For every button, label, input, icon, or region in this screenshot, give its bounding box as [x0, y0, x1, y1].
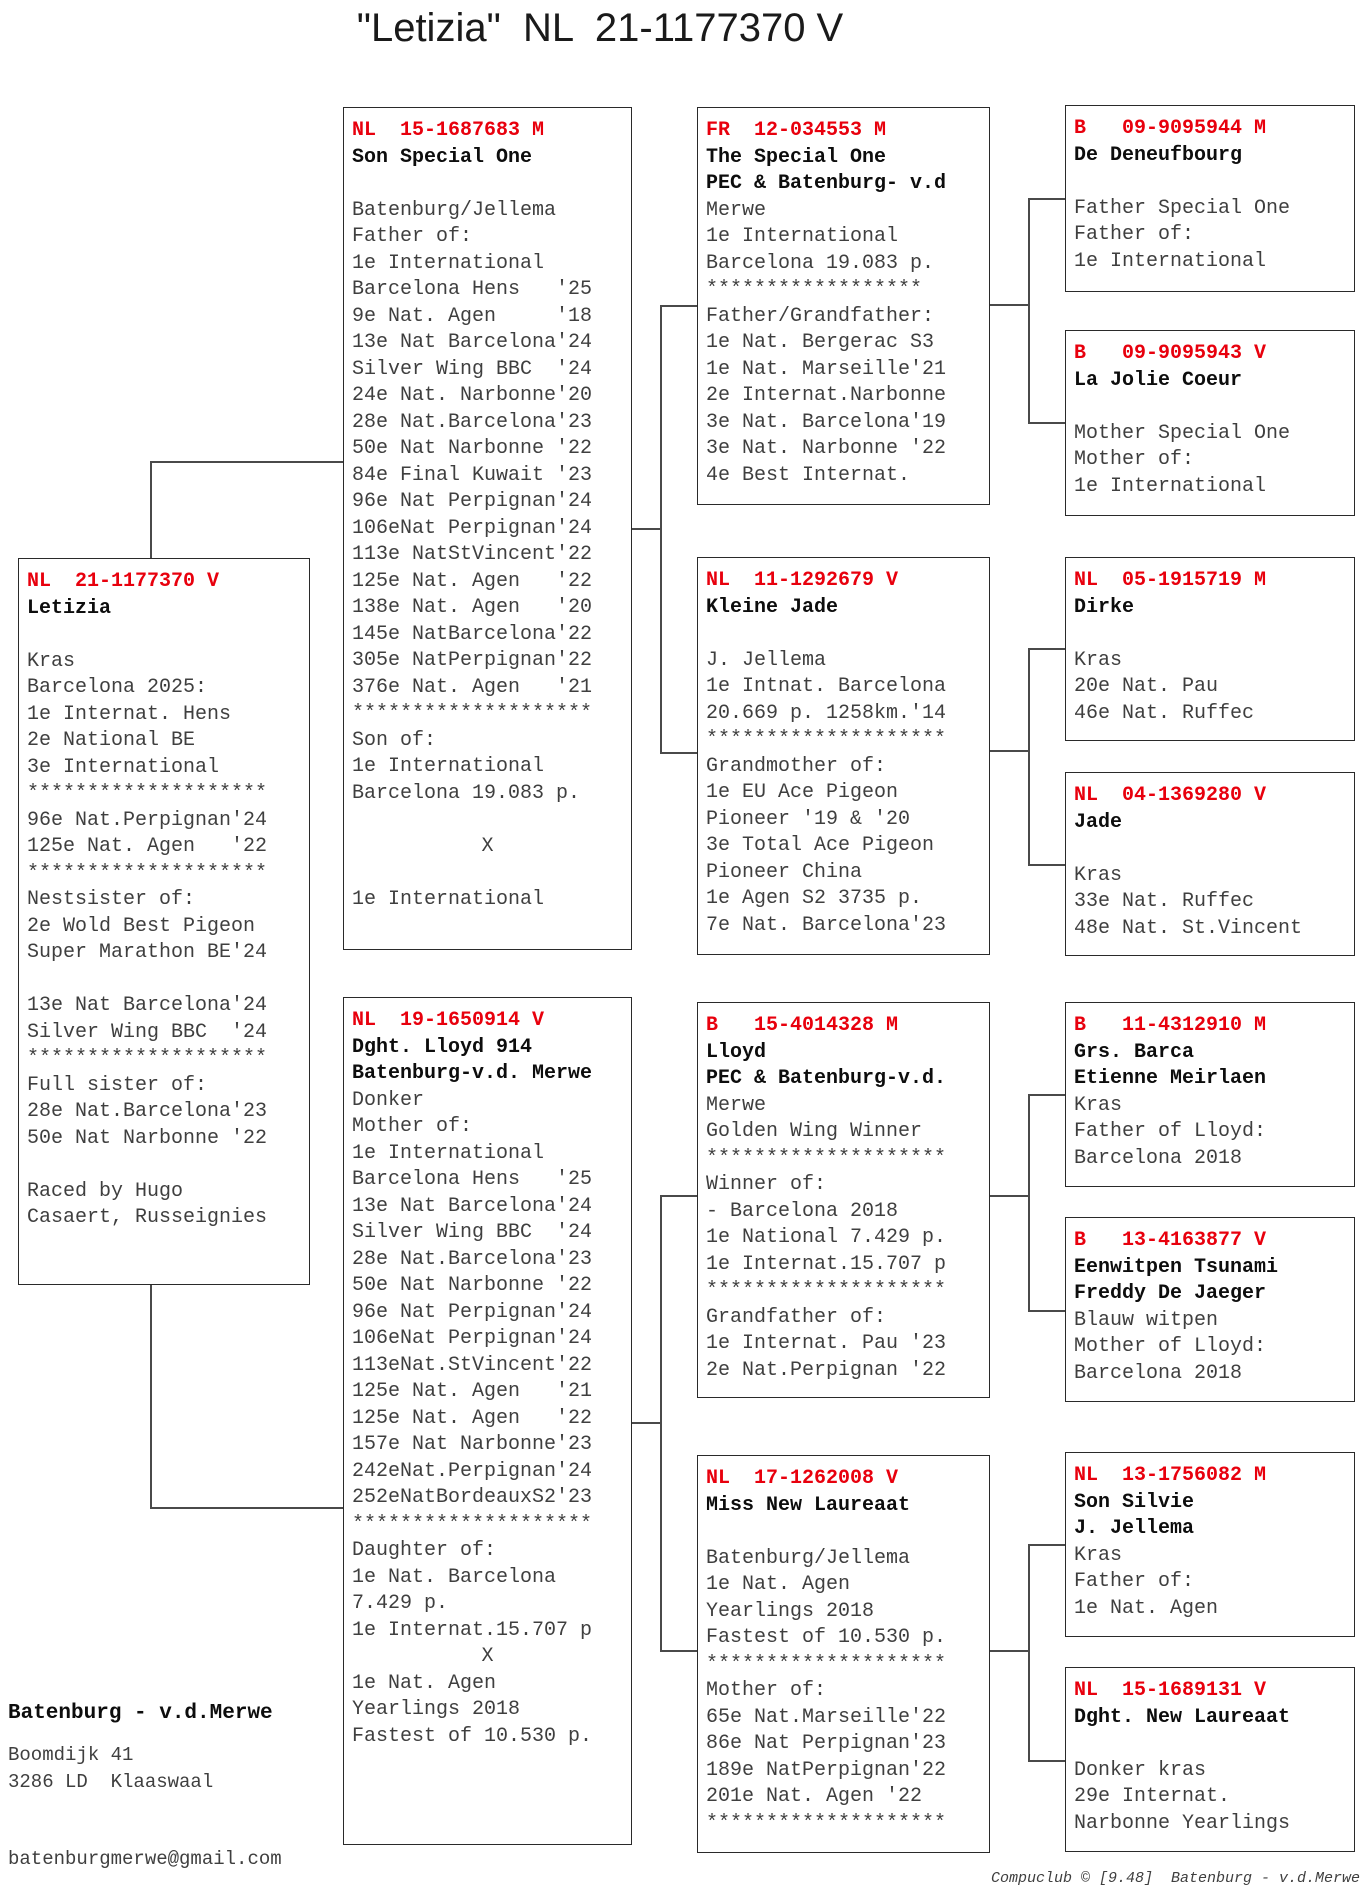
pigeon-name: Letizia	[27, 596, 112, 620]
connector-line	[150, 1285, 152, 1507]
connector-line	[1028, 1094, 1030, 1310]
box-line	[706, 1519, 981, 1546]
box-line: 96e Nat.Perpignan'24	[27, 808, 268, 832]
box-line: Super Marathon BE'24	[27, 941, 268, 964]
pedigree-box-sd_s	[1065, 557, 1355, 741]
box-line: 252eNatBordeauxS2'23	[352, 1486, 593, 1509]
pedigree-box-ss_s	[1065, 105, 1355, 292]
ring-number: B 09-9095944 M	[1074, 117, 1267, 140]
box-line: 3e Total Ace Pigeon	[706, 834, 935, 857]
box-line	[352, 860, 623, 887]
box-line: Father of Lloyd:	[1074, 1120, 1267, 1143]
box-line: 1e International	[352, 887, 545, 911]
box-line	[1074, 621, 1346, 648]
box-line: 4e Best Internat.	[706, 463, 911, 487]
ring-number: NL 05-1915719 M	[1074, 569, 1267, 592]
box-line: ********************	[706, 1279, 947, 1302]
box-line: Nestsister of:	[27, 888, 196, 911]
box-line: 157e Nat Narbonne'23	[352, 1433, 593, 1456]
box-line: 2e Internat.Narbonne	[706, 384, 947, 407]
pigeon-name: Etienne Meirlaen	[1074, 1067, 1267, 1090]
box-line: 145e NatBarcelona'22	[352, 622, 593, 646]
pigeon-name: Batenburg-v.d. Merwe	[352, 1062, 593, 1085]
connector-line	[150, 1507, 343, 1509]
box-line: 28e Nat.Barcelona'23	[27, 1100, 268, 1123]
connector-line	[1028, 1544, 1030, 1760]
connector-line	[990, 1195, 1028, 1197]
pedigree-box-subject	[18, 558, 310, 1285]
box-line: ********************	[27, 1047, 268, 1070]
ring-number: NL 13-1756082 M	[1074, 1464, 1267, 1487]
ring-number: NL 19-1650914 V	[352, 1009, 545, 1032]
pedigree-box-ds_d	[1065, 1217, 1355, 1402]
box-line: Barcelona 2018	[1074, 1361, 1243, 1385]
box-line: Kras	[1074, 648, 1123, 672]
pigeon-name: PEC & Batenburg-v.d.	[706, 1067, 947, 1090]
box-line: 106eNat Perpignan'24	[352, 1327, 593, 1350]
box-line: 7.429 p.	[352, 1592, 449, 1615]
owner-email: batenburgmerwe@gmail.com	[8, 1848, 282, 1870]
box-line: Merwe	[706, 1093, 767, 1117]
box-line: 1e International	[1074, 474, 1267, 498]
box-line: 138e Nat. Agen '20	[352, 596, 593, 619]
box-line	[27, 967, 301, 994]
box-line	[1074, 394, 1346, 421]
box-line: 33e Nat. Ruffec	[1074, 890, 1255, 913]
box-line: ******************	[706, 278, 923, 301]
box-line: Daughter of:	[352, 1539, 497, 1562]
owner-name: Batenburg - v.d.Merwe	[8, 1702, 273, 1725]
owner-address-line2: 3286 LD Klaaswaal	[8, 1771, 214, 1793]
box-line: 376e Nat. Agen '21	[352, 675, 593, 699]
box-line: 1e Intnat. Barcelona	[706, 675, 947, 698]
box-line: Yearlings 2018	[706, 1599, 875, 1623]
box-line	[27, 1152, 301, 1179]
box-line: ********************	[352, 1512, 593, 1536]
pedigree-box-ss_d	[1065, 330, 1355, 516]
box-line: 1e International	[352, 251, 545, 275]
box-line: 1e International	[1074, 249, 1267, 273]
box-line: Father Special One	[1074, 196, 1291, 220]
box-line: ********************	[706, 1811, 947, 1835]
box-line: 1e National 7.429 p.	[706, 1226, 947, 1249]
box-line: Mother of:	[706, 1679, 827, 1702]
box-line: 1e Nat. Agen	[352, 1671, 497, 1695]
box-line: 65e Nat.Marseille'22	[706, 1705, 947, 1729]
box-line: 13e Nat Barcelona'24	[352, 1194, 593, 1218]
connector-line	[1028, 648, 1065, 650]
connector-line	[150, 461, 343, 463]
pigeon-name: Kleine Jade	[706, 595, 839, 619]
box-line: 113eNat.StVincent'22	[352, 1353, 593, 1377]
box-line: 125e Nat. Agen '22	[352, 1406, 593, 1430]
connector-line	[990, 304, 1028, 306]
box-line: 13e Nat Barcelona'24	[352, 331, 593, 354]
box-line: Kras	[1074, 863, 1123, 887]
ring-number: NL 17-1262008 V	[706, 1467, 899, 1490]
box-line: Silver Wing BBC '24	[352, 357, 593, 381]
box-line: Kras	[1074, 1543, 1123, 1567]
box-line: Pioneer China	[706, 860, 863, 884]
box-line: 1e Internat.15.707 p	[706, 1252, 947, 1276]
pigeon-name: Grs. Barca	[1074, 1040, 1195, 1064]
box-line	[352, 807, 623, 834]
box-line: 48e Nat. St.Vincent	[1074, 916, 1303, 940]
box-line: 1e Nat. Barcelona	[352, 1565, 557, 1589]
box-line: Barcelona Hens '25	[352, 278, 593, 301]
box-line: Golden Wing Winner	[706, 1120, 923, 1143]
box-line: Winner of:	[706, 1173, 827, 1196]
box-line: 2e Wold Best Pigeon	[27, 914, 256, 938]
box-line: Raced by Hugo	[27, 1179, 184, 1203]
connector-line	[1028, 198, 1030, 422]
box-line: Yearlings 2018	[352, 1698, 521, 1721]
ring-number: B 13-4163877 V	[1074, 1229, 1267, 1252]
box-line: 20e Nat. Pau	[1074, 675, 1219, 698]
connector-line	[660, 1650, 697, 1652]
pedigree-box-sd_d	[1065, 772, 1355, 956]
box-line: 1e International	[352, 755, 545, 778]
pedigree-box-dam_dam	[697, 1455, 990, 1853]
connector-line	[632, 528, 660, 530]
box-line: 96e Nat Perpignan'24	[352, 490, 593, 513]
ring-number: B 11-4312910 M	[1074, 1014, 1267, 1037]
box-line: 3e Nat. Barcelona'19	[706, 410, 947, 434]
box-line: Father/Grandfather:	[706, 304, 935, 328]
box-line: ********************	[27, 782, 268, 805]
box-line: Silver Wing BBC '24	[352, 1221, 593, 1244]
box-line: 3e Nat. Narbonne '22	[706, 437, 947, 460]
box-line: 1e Nat. Agen	[1074, 1596, 1219, 1620]
box-line: 2e National BE	[27, 729, 196, 752]
pigeon-name: Eenwitpen Tsunami	[1074, 1255, 1279, 1279]
box-line: ********************	[706, 1652, 947, 1676]
ring-number: NL 04-1369280 V	[1074, 784, 1267, 807]
pedigree-box-sire_dam	[697, 557, 990, 955]
box-line: Father of:	[352, 225, 473, 248]
pedigree-box-dam	[343, 997, 632, 1845]
box-line: Full sister of:	[27, 1073, 208, 1097]
connector-line	[1028, 1094, 1065, 1096]
box-line: Barcelona 2025:	[27, 676, 208, 699]
owner-address-line1: Boomdijk 41	[8, 1744, 134, 1766]
box-line: 1e Internat. Pau '23	[706, 1332, 947, 1355]
box-line: 1e International	[352, 1141, 545, 1165]
box-line	[352, 171, 623, 198]
box-line: 1e Internat. Hens	[27, 702, 232, 726]
connector-line	[1028, 422, 1065, 424]
pigeon-name: Freddy De Jaeger	[1074, 1282, 1267, 1305]
box-line: 20.669 p. 1258km.'14	[706, 701, 947, 725]
pigeon-name: Miss New Laureaat	[706, 1493, 911, 1517]
box-line: Silver Wing BBC '24	[27, 1020, 268, 1044]
connector-line	[660, 305, 662, 752]
box-line: Mother of Lloyd:	[1074, 1335, 1267, 1358]
connector-line	[632, 1422, 660, 1424]
ring-number: NL 21-1177370 V	[27, 570, 220, 593]
box-line: Kras	[1074, 1093, 1123, 1117]
connector-line	[990, 1650, 1028, 1652]
pigeon-name: The Special One	[706, 145, 887, 169]
pigeon-name: PEC & Batenburg- v.d	[706, 172, 947, 195]
box-line: Casaert, Russeignies	[27, 1206, 268, 1229]
box-line	[27, 622, 301, 649]
pigeon-name: Dght. Lloyd 914	[352, 1035, 533, 1059]
ring-number: NL 15-1689131 V	[1074, 1679, 1267, 1702]
box-line: 1e Internat.15.707 p	[352, 1618, 593, 1642]
box-line: Batenburg/Jellema	[706, 1546, 911, 1570]
pigeon-name: Son Silvie	[1074, 1490, 1195, 1514]
box-line: Blauw witpen	[1074, 1308, 1219, 1332]
box-line	[706, 621, 981, 648]
box-line: Barcelona Hens '25	[352, 1168, 593, 1191]
pigeon-name: Dght. New Laureaat	[1074, 1705, 1291, 1729]
box-line: 86e Nat Perpignan'23	[706, 1732, 947, 1755]
box-line: 46e Nat. Ruffec	[1074, 701, 1255, 725]
box-line: Fastest of 10.530 p.	[706, 1626, 947, 1649]
box-line: 113e NatStVincent'22	[352, 543, 593, 566]
box-line: Mother of:	[352, 1115, 473, 1138]
pedigree-box-dd_d	[1065, 1667, 1355, 1852]
box-line: Barcelona 19.083 p.	[352, 781, 581, 805]
box-line: 7e Nat. Barcelona'23	[706, 913, 947, 937]
pigeon-name: Dirke	[1074, 595, 1135, 619]
box-line: 125e Nat. Agen '22	[352, 569, 593, 593]
connector-line	[1028, 198, 1065, 200]
pigeon-name: J. Jellema	[1074, 1517, 1195, 1540]
box-line: 189e NatPerpignan'22	[706, 1758, 947, 1782]
pigeon-name: Jade	[1074, 810, 1123, 834]
box-line: 9e Nat. Agen '18	[352, 304, 593, 328]
connector-line	[150, 461, 152, 558]
box-line: Grandfather of:	[706, 1305, 887, 1329]
pedigree-box-dam_sire	[697, 1002, 990, 1398]
box-line: Father of:	[1074, 223, 1195, 246]
connector-line	[1028, 864, 1065, 866]
box-line: 3e International	[27, 755, 220, 779]
box-line: - Barcelona 2018	[706, 1199, 899, 1223]
box-line: ********************	[27, 861, 268, 885]
ring-number: FR 12-034553 M	[706, 119, 887, 142]
box-line: Donker	[352, 1088, 425, 1112]
box-line: 305e NatPerpignan'22	[352, 649, 593, 672]
box-line: 24e Nat. Narbonne'20	[352, 384, 593, 407]
box-line: Barcelona 2018	[1074, 1146, 1243, 1170]
pigeon-name: La Jolie Coeur	[1074, 368, 1243, 392]
box-line	[1074, 169, 1346, 196]
box-line: Mother of:	[1074, 448, 1195, 471]
box-line: Son of:	[352, 728, 437, 752]
box-line: 96e Nat Perpignan'24	[352, 1300, 593, 1324]
box-line: 1e Nat. Bergerac S3	[706, 331, 935, 354]
box-line: ********************	[706, 1146, 947, 1170]
connector-line	[660, 305, 697, 307]
connector-line	[1028, 1760, 1065, 1762]
ring-number: B 15-4014328 M	[706, 1014, 899, 1037]
connector-line	[1028, 648, 1030, 864]
box-line: 84e Final Kuwait '23	[352, 463, 593, 487]
pedigree-box-sire_sire	[697, 107, 990, 505]
box-line: 2e Nat.Perpignan '22	[706, 1358, 947, 1382]
box-line: Father of:	[1074, 1570, 1195, 1593]
software-credit: Compuclub © [9.48] Batenburg - v.d.Merwe	[990, 1870, 1360, 1887]
box-line: 242eNat.Perpignan'24	[352, 1459, 593, 1483]
ring-number: NL 11-1292679 V	[706, 569, 899, 592]
box-line: Batenburg/Jellema	[352, 198, 557, 222]
box-line: X	[481, 834, 494, 858]
connector-line	[1028, 1544, 1065, 1546]
box-line: 1e Nat. Agen	[706, 1573, 851, 1596]
box-line: 28e Nat.Barcelona'23	[352, 1247, 593, 1271]
box-line: 1e EU Ace Pigeon	[706, 781, 899, 804]
connector-line	[660, 752, 697, 754]
box-line: 1e International	[706, 225, 899, 248]
box-line: Barcelona 19.083 p.	[706, 251, 935, 275]
pedigree-box-dd_s	[1065, 1452, 1355, 1637]
page-title: "Letizia" NL 21-1177370 V	[356, 6, 844, 50]
box-line	[1074, 836, 1346, 863]
connector-line	[1028, 1310, 1065, 1312]
pigeon-name: De Deneufbourg	[1074, 143, 1243, 167]
connector-line	[660, 1195, 697, 1197]
pigeon-name: Son Special One	[352, 145, 533, 169]
box-line: Grandmother of:	[706, 754, 887, 778]
box-line: 125e Nat. Agen '22	[27, 835, 268, 858]
box-line: ********************	[706, 728, 947, 751]
box-line: 201e Nat. Agen '22	[706, 1785, 923, 1808]
pigeon-name: Lloyd	[706, 1040, 767, 1064]
box-line: Donker kras	[1074, 1758, 1207, 1782]
box-line: Kras	[27, 649, 76, 673]
box-line: 50e Nat Narbonne '22	[352, 1274, 593, 1297]
box-line: 50e Nat Narbonne '22	[352, 437, 593, 460]
box-line: X	[481, 1645, 494, 1668]
box-line: 125e Nat. Agen '21	[352, 1380, 593, 1403]
pedigree-box-ds_s	[1065, 1002, 1355, 1187]
box-line: 29e Internat.	[1074, 1785, 1231, 1808]
pedigree-box-sire	[343, 107, 632, 950]
box-line: Mother Special One	[1074, 421, 1291, 445]
box-line: 1e Agen S2 3735 p.	[706, 887, 923, 910]
box-line: Narbonne Yearlings	[1074, 1811, 1291, 1835]
box-line: ********************	[352, 702, 593, 725]
ring-number: NL 15-1687683 M	[352, 119, 545, 142]
box-line: 106eNat Perpignan'24	[352, 516, 593, 540]
box-line	[1074, 1731, 1346, 1758]
box-line: Pioneer '19 & '20	[706, 807, 911, 831]
box-line: 1e Nat. Marseille'21	[706, 357, 947, 381]
box-line: Fastest of 10.530 p.	[352, 1724, 593, 1748]
box-line: 28e Nat.Barcelona'23	[352, 410, 593, 434]
ring-number: B 09-9095943 V	[1074, 342, 1267, 365]
connector-line	[660, 1195, 662, 1650]
box-line: 50e Nat Narbonne '22	[27, 1126, 268, 1150]
box-line: J. Jellema	[706, 648, 827, 672]
box-line: 13e Nat Barcelona'24	[27, 994, 268, 1017]
box-line: Merwe	[706, 198, 767, 222]
connector-line	[990, 750, 1028, 752]
